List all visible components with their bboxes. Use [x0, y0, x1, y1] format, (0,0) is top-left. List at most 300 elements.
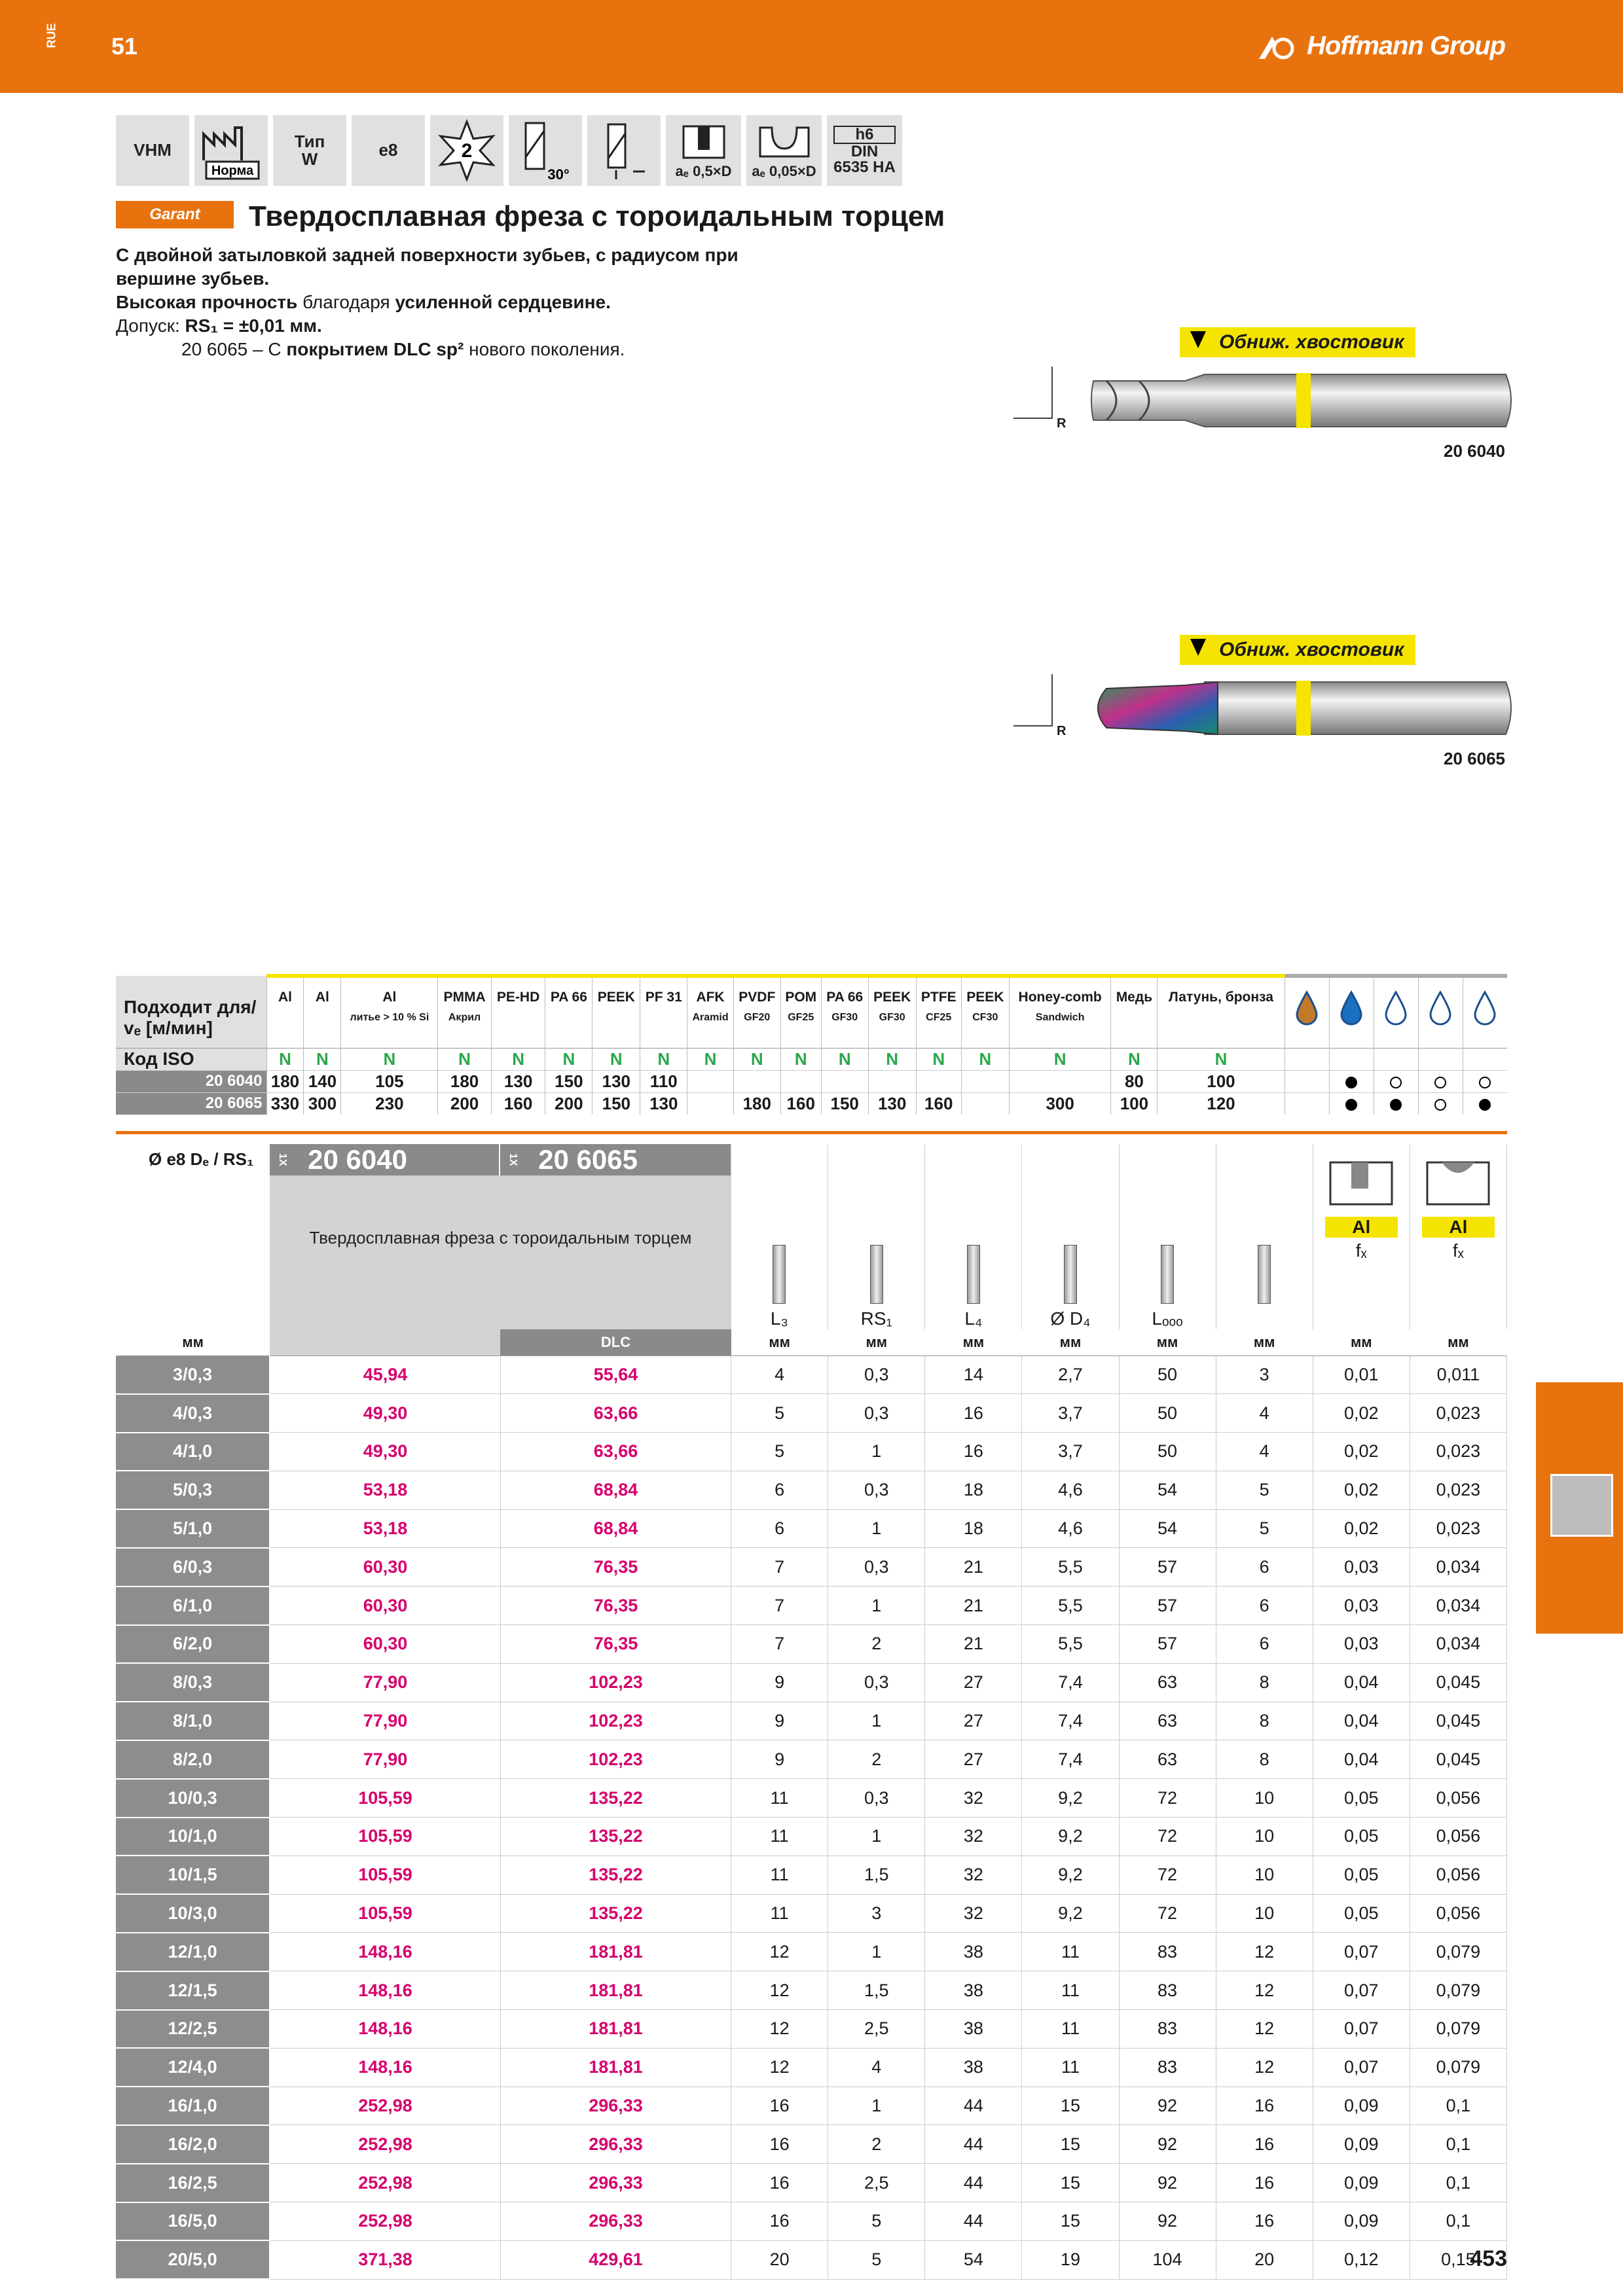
- price-cell[interactable]: 181,81: [500, 1933, 731, 1971]
- material-name: PEEK: [873, 990, 911, 1005]
- value-cell: 0,04: [1313, 1740, 1410, 1779]
- dimension-cell[interactable]: 4/1,0: [116, 1433, 270, 1471]
- price-cell[interactable]: 68,84: [500, 1509, 731, 1548]
- value-cell: 1: [828, 1702, 925, 1740]
- value-cell: 50: [1119, 1355, 1216, 1394]
- table-row[interactable]: [116, 1394, 1507, 1433]
- unit-mm: мм: [731, 1329, 828, 1355]
- table-row[interactable]: [116, 1663, 1507, 1702]
- material-name: PE-HD: [496, 990, 540, 1005]
- total-length-icon: [1161, 1245, 1174, 1304]
- price-cell[interactable]: 102,23: [500, 1740, 731, 1779]
- cutting-speed-value: [961, 1092, 1009, 1115]
- dimension-cell[interactable]: 5/1,0: [116, 1509, 270, 1548]
- material-subtype: CF30: [972, 1012, 998, 1023]
- slot-milling-icon: [1325, 1157, 1397, 1210]
- suitability-dot-icon: [1479, 1077, 1491, 1088]
- value-cell: 0,023: [1410, 1471, 1506, 1509]
- value-cell: 57: [1119, 1548, 1216, 1587]
- table-row[interactable]: [116, 2202, 1507, 2241]
- table-row[interactable]: [116, 1471, 1507, 1509]
- material-column: [916, 976, 961, 1048]
- iso-code: N: [341, 1048, 438, 1070]
- product-code: 20 6040: [1444, 441, 1505, 461]
- value-cell: 16: [731, 2164, 828, 2202]
- price-cell[interactable]: 76,35: [500, 1548, 731, 1587]
- material-vhm-icon: VHM: [116, 115, 189, 186]
- tolerance-e8-icon: e8: [352, 115, 425, 186]
- iso-blank: [1374, 1048, 1418, 1070]
- value-cell: 11: [1022, 2048, 1119, 2087]
- iso-code: N: [780, 1048, 821, 1070]
- value-cell: 19: [1022, 2240, 1119, 2279]
- table-row[interactable]: [116, 1509, 1507, 1548]
- brand-name: Hoffmann Group: [1306, 31, 1505, 60]
- price-cell[interactable]: 296,33: [500, 2087, 731, 2125]
- material-subtype: Aramid: [692, 1012, 729, 1023]
- unit-mm: мм: [116, 1329, 270, 1355]
- material-name: AFK: [696, 990, 725, 1005]
- table-row[interactable]: [116, 1933, 1507, 1971]
- price-cell[interactable]: 45,94: [270, 1355, 500, 1394]
- table-row[interactable]: [116, 2125, 1507, 2164]
- reduced-shank-label: Обниж. хвостовик: [1180, 327, 1415, 357]
- price-cell[interactable]: 77,90: [270, 1663, 500, 1702]
- value-cell: 5,5: [1022, 1587, 1119, 1625]
- dimension-cell[interactable]: 3/0,3: [116, 1355, 270, 1394]
- iso-blank: [1418, 1048, 1463, 1070]
- value-cell: 12: [1216, 2010, 1313, 2049]
- iso-code: N: [304, 1048, 341, 1070]
- value-cell: 1: [828, 1509, 925, 1548]
- price-cell[interactable]: 105,59: [270, 1779, 500, 1818]
- dimension-cell[interactable]: 16/5,0: [116, 2202, 270, 2241]
- price-cell[interactable]: 105,59: [270, 1894, 500, 1933]
- price-cell[interactable]: 60,30: [270, 1625, 500, 1664]
- dimension-cell[interactable]: 8/2,0: [116, 1740, 270, 1779]
- value-cell: 0,1: [1410, 2202, 1506, 2241]
- value-cell: 0,02: [1313, 1471, 1410, 1509]
- value-cell: 72: [1119, 1894, 1216, 1933]
- cutting-speed-value: 180: [438, 1070, 491, 1092]
- product-image-206065: [1008, 628, 1519, 772]
- value-cell: 72: [1119, 1818, 1216, 1856]
- dimension-cell[interactable]: 6/1,0: [116, 1587, 270, 1625]
- value-cell: 0,09: [1313, 2125, 1410, 2164]
- col-d4: Ø D₄: [1022, 1144, 1119, 1329]
- price-cell[interactable]: 68,84: [500, 1471, 731, 1509]
- value-cell: 83: [1119, 1933, 1216, 1971]
- price-cell[interactable]: 135,22: [500, 1856, 731, 1894]
- value-cell: 16: [1216, 2202, 1313, 2241]
- profile-milling-icon: [1422, 1157, 1494, 1210]
- coolant-suitability: [1418, 1092, 1463, 1115]
- price-cell[interactable]: 135,22: [500, 1894, 731, 1933]
- value-cell: 9: [731, 1740, 828, 1779]
- value-cell: 57: [1119, 1587, 1216, 1625]
- dimension-cell[interactable]: 8/0,3: [116, 1663, 270, 1702]
- value-cell: 5: [1216, 1471, 1313, 1509]
- value-cell: 12: [731, 1933, 828, 1971]
- price-cell[interactable]: 53,18: [270, 1509, 500, 1548]
- price-cell[interactable]: 102,23: [500, 1702, 731, 1740]
- cutting-speed-value: 180: [266, 1070, 304, 1092]
- material-name: PVDF: [739, 990, 776, 1005]
- value-cell: 0,056: [1410, 1856, 1506, 1894]
- value-cell: 72: [1119, 1856, 1216, 1894]
- dimension-cell[interactable]: 12/2,5: [116, 2010, 270, 2049]
- value-cell: 38: [925, 2048, 1022, 2087]
- value-cell: 54: [925, 2240, 1022, 2279]
- price-cell[interactable]: 296,33: [500, 2125, 731, 2164]
- price-cell[interactable]: 148,16: [270, 1971, 500, 2010]
- price-cell[interactable]: 60,30: [270, 1548, 500, 1587]
- dimension-cell[interactable]: 16/2,5: [116, 2164, 270, 2202]
- article-code: 20 6040: [116, 1070, 266, 1092]
- value-cell: 63: [1119, 1702, 1216, 1740]
- value-cell: 18: [925, 1509, 1022, 1548]
- dimension-cell[interactable]: 16/1,0: [116, 2087, 270, 2125]
- price-cell[interactable]: 148,16: [270, 1933, 500, 1971]
- value-cell: 0,3: [828, 1355, 925, 1394]
- value-cell: 11: [731, 1856, 828, 1894]
- value-cell: 0,05: [1313, 1779, 1410, 1818]
- price-cell[interactable]: 148,16: [270, 2048, 500, 2087]
- price-cell[interactable]: 252,98: [270, 2164, 500, 2202]
- cutting-speed-value: [916, 1070, 961, 1092]
- material-name: Honey-comb: [1018, 990, 1102, 1005]
- price-cell[interactable]: 55,64: [500, 1355, 731, 1394]
- table-row[interactable]: [116, 1433, 1507, 1471]
- price-cell[interactable]: 77,90: [270, 1702, 500, 1740]
- value-cell: 0,09: [1313, 2087, 1410, 2125]
- value-cell: 0,034: [1410, 1625, 1506, 1664]
- price-cell[interactable]: 53,18: [270, 1471, 500, 1509]
- value-cell: 2,5: [828, 2164, 925, 2202]
- suitability-dot-icon: [1390, 1099, 1402, 1111]
- shank-arrow-icon: [1190, 639, 1206, 656]
- dimension-cell[interactable]: 10/3,0: [116, 1894, 270, 1933]
- value-cell: 16: [925, 1394, 1022, 1433]
- cutting-speed-value: 200: [545, 1092, 593, 1115]
- value-cell: 4: [828, 2048, 925, 2087]
- end-mill-icon: [1087, 361, 1545, 440]
- value-cell: 0,079: [1410, 2010, 1506, 2049]
- blank-cell: [1285, 1092, 1329, 1115]
- dimension-cell[interactable]: 5/0,3: [116, 1471, 270, 1509]
- table-row[interactable]: [116, 1971, 1507, 2010]
- coolant-suitability: [1374, 1092, 1418, 1115]
- dimension-cell[interactable]: 10/1,5: [116, 1856, 270, 1894]
- cutting-speed-value: 140: [304, 1070, 341, 1092]
- value-cell: 1: [828, 1587, 925, 1625]
- table-row[interactable]: [116, 2164, 1507, 2202]
- dimension-cell[interactable]: 12/4,0: [116, 2048, 270, 2087]
- value-cell: 3,7: [1022, 1433, 1119, 1471]
- value-cell: 0,3: [828, 1394, 925, 1433]
- material-subtype: GF20: [744, 1012, 771, 1023]
- iso-code: N: [687, 1048, 734, 1070]
- table-row[interactable]: [116, 1894, 1507, 1933]
- svg-text:30°: 30°: [547, 166, 570, 183]
- value-cell: 0,079: [1410, 1933, 1506, 1971]
- value-cell: 0,3: [828, 1779, 925, 1818]
- price-cell[interactable]: 63,66: [500, 1394, 731, 1433]
- dimension-cell[interactable]: 6/2,0: [116, 1625, 270, 1664]
- price-cell[interactable]: 135,22: [500, 1779, 731, 1818]
- price-cell[interactable]: 181,81: [500, 2010, 731, 2049]
- iso-code: N: [438, 1048, 491, 1070]
- price-cell[interactable]: 77,90: [270, 1740, 500, 1779]
- price-cell[interactable]: 429,61: [500, 2240, 731, 2279]
- value-cell: 92: [1119, 2087, 1216, 2125]
- value-cell: 0,04: [1313, 1663, 1410, 1702]
- table-row[interactable]: [116, 1702, 1507, 1740]
- price-cell[interactable]: 296,33: [500, 2164, 731, 2202]
- emulsion-drop-icon: [1329, 976, 1374, 1048]
- article-table: [116, 1144, 1507, 2280]
- table-row[interactable]: [116, 1740, 1507, 1779]
- material-column: [868, 976, 916, 1048]
- suitability-dot-icon: [1434, 1099, 1446, 1111]
- value-cell: 9,2: [1022, 1779, 1119, 1818]
- material-column: [304, 976, 341, 1048]
- price-cell[interactable]: 76,35: [500, 1587, 731, 1625]
- price-cell[interactable]: 102,23: [500, 1663, 731, 1702]
- language-code: RUE: [45, 23, 58, 48]
- value-cell: 44: [925, 2164, 1022, 2202]
- material-name: PEEK: [966, 990, 1004, 1005]
- price-cell[interactable]: 296,33: [500, 2202, 731, 2241]
- value-cell: 16: [1216, 2087, 1313, 2125]
- value-cell: 32: [925, 1894, 1022, 1933]
- value-cell: 6: [1216, 1587, 1313, 1625]
- section-divider: [116, 1131, 1507, 1134]
- value-cell: 20: [1216, 2240, 1313, 2279]
- value-cell: 0,3: [828, 1471, 925, 1509]
- value-cell: 0,05: [1313, 1856, 1410, 1894]
- diameter-radius-header: Ø e8 Dₑ / RS₁: [116, 1144, 270, 1329]
- value-cell: 4: [731, 1355, 828, 1394]
- dry-no-coolant-icon: [1418, 976, 1463, 1048]
- value-cell: 32: [925, 1779, 1022, 1818]
- table-row[interactable]: [116, 1779, 1507, 1818]
- value-cell: 0,03: [1313, 1548, 1410, 1587]
- material-column: [640, 976, 687, 1048]
- material-column: [1158, 976, 1285, 1048]
- brand-logo[interactable]: [1256, 31, 1505, 61]
- value-cell: 83: [1119, 2010, 1216, 2049]
- col-rs1: RS₁: [828, 1144, 925, 1329]
- helix-angle-icon: [509, 115, 582, 186]
- table-row[interactable]: [116, 1587, 1507, 1625]
- value-cell: 0,05: [1313, 1818, 1410, 1856]
- value-cell: 15: [1022, 2164, 1119, 2202]
- cutting-speed-value: 100: [1111, 1092, 1158, 1115]
- dimension-cell[interactable]: 8/1,0: [116, 1702, 270, 1740]
- cutting-speed-value: 180: [733, 1092, 780, 1115]
- table-row[interactable]: [116, 1856, 1507, 1894]
- unit-mm: мм: [1410, 1329, 1506, 1355]
- iso-blank: [1285, 1048, 1329, 1070]
- value-cell: 2,5: [828, 2010, 925, 2049]
- col-l4: L₄: [925, 1144, 1022, 1329]
- col-fz-profile: Al fₓ: [1410, 1144, 1506, 1329]
- catalog-page-number: 51: [111, 33, 138, 60]
- blank-cell: [1285, 1070, 1329, 1092]
- value-cell: 27: [925, 1663, 1022, 1702]
- value-cell: 7: [731, 1625, 828, 1664]
- cutting-speed-value: 80: [1111, 1070, 1158, 1092]
- feature-icon-row: [116, 115, 902, 186]
- value-cell: 5: [828, 2202, 925, 2241]
- air-blast-icon: [1463, 976, 1507, 1048]
- value-cell: 5,5: [1022, 1548, 1119, 1587]
- value-cell: 4: [1216, 1433, 1313, 1471]
- dimension-cell[interactable]: 20/5,0: [116, 2240, 270, 2279]
- material-name: PA 66: [826, 990, 864, 1005]
- iso-code: N: [593, 1048, 640, 1070]
- table-row[interactable]: [116, 2010, 1507, 2049]
- value-cell: 20: [731, 2240, 828, 2279]
- iso-code: N: [821, 1048, 868, 1070]
- table-row[interactable]: [116, 2240, 1507, 2279]
- page-number: 453: [1470, 2246, 1507, 2271]
- value-cell: 6: [1216, 1548, 1313, 1587]
- value-cell: 7,4: [1022, 1663, 1119, 1702]
- product-code: 20 6065: [1444, 749, 1505, 768]
- price-cell[interactable]: 252,98: [270, 2087, 500, 2125]
- material-name: PA 66: [550, 990, 587, 1005]
- iso-code-label: Код ISO: [116, 1048, 266, 1070]
- value-cell: 0,045: [1410, 1663, 1506, 1702]
- table-row[interactable]: [116, 1818, 1507, 1856]
- value-cell: 5: [828, 2240, 925, 2279]
- iso-code: N: [1111, 1048, 1158, 1070]
- value-cell: 27: [925, 1702, 1022, 1740]
- corner-radius-icon: [1013, 367, 1053, 419]
- iso-code: N: [733, 1048, 780, 1070]
- value-cell: 1: [828, 1433, 925, 1471]
- unit-mm: мм: [1313, 1329, 1410, 1355]
- dimension-cell[interactable]: 16/2,0: [116, 2125, 270, 2164]
- price-cell[interactable]: 181,81: [500, 1971, 731, 2010]
- price-cell[interactable]: 252,98: [270, 2125, 500, 2164]
- value-cell: 2,7: [1022, 1355, 1119, 1394]
- value-cell: 0,1: [1410, 2164, 1506, 2202]
- price-cell[interactable]: 105,59: [270, 1856, 500, 1894]
- dimension-cell[interactable]: 12/1,5: [116, 1971, 270, 2010]
- price-cell[interactable]: 135,22: [500, 1818, 731, 1856]
- article-206065-header[interactable]: 1X 20 6065: [500, 1144, 731, 1175]
- col-fz-slot: Al fₓ: [1313, 1144, 1410, 1329]
- cutting-speed-value: 130: [593, 1070, 640, 1092]
- table-row[interactable]: [116, 2048, 1507, 2087]
- table-row[interactable]: [116, 1625, 1507, 1664]
- hoffmann-logo-icon: [1256, 34, 1295, 60]
- price-cell[interactable]: 63,66: [500, 1433, 731, 1471]
- value-cell: 8: [1216, 1663, 1313, 1702]
- article-code: 20 6065: [116, 1092, 266, 1115]
- value-cell: 12: [1216, 1933, 1313, 1971]
- cutting-speed-value: 105: [341, 1070, 438, 1092]
- radius-rs1-icon: [870, 1245, 883, 1304]
- price-cell[interactable]: 148,16: [270, 2010, 500, 2049]
- price-cell[interactable]: 371,38: [270, 2240, 500, 2279]
- material-column: [491, 976, 545, 1048]
- length-l4-icon: [967, 1245, 980, 1304]
- unit-mm: мм: [1216, 1329, 1313, 1355]
- cutting-speed-value: 300: [304, 1092, 341, 1115]
- dimension-cell[interactable]: 4/0,3: [116, 1394, 270, 1433]
- factory-icon: [200, 121, 263, 180]
- price-cell[interactable]: 252,98: [270, 2202, 500, 2241]
- value-cell: 16: [925, 1433, 1022, 1471]
- table-row[interactable]: [116, 2087, 1507, 2125]
- reduced-shank-label: Обниж. хвостовик: [1180, 635, 1415, 665]
- value-cell: 8: [1216, 1702, 1313, 1740]
- cutting-speed-value: 300: [1009, 1092, 1110, 1115]
- table-row[interactable]: [116, 1548, 1507, 1587]
- value-cell: 1: [828, 2087, 925, 2125]
- value-cell: 0,079: [1410, 1971, 1506, 2010]
- price-cell[interactable]: 60,30: [270, 1587, 500, 1625]
- value-cell: 1: [828, 1933, 925, 1971]
- value-cell: 21: [925, 1625, 1022, 1664]
- article-206040-header[interactable]: 1X 20 6040: [270, 1144, 500, 1175]
- value-cell: 2: [828, 2125, 925, 2164]
- norm-factory-icon: [194, 115, 268, 186]
- cutting-speed-value: [821, 1070, 868, 1092]
- oil-drop-icon: [1285, 976, 1329, 1048]
- value-cell: 50: [1119, 1433, 1216, 1471]
- price-cell[interactable]: 105,59: [270, 1818, 500, 1856]
- material-name: Al: [382, 990, 397, 1005]
- suitability-dot-icon: [1345, 1077, 1357, 1088]
- value-cell: 63: [1119, 1663, 1216, 1702]
- value-cell: 0,02: [1313, 1509, 1410, 1548]
- value-cell: 9,2: [1022, 1818, 1119, 1856]
- material-subtype: Акрил: [448, 1012, 481, 1023]
- value-cell: 0,045: [1410, 1740, 1506, 1779]
- price-cell[interactable]: 49,30: [270, 1394, 500, 1433]
- price-cell[interactable]: 49,30: [270, 1433, 500, 1471]
- value-cell: 0,056: [1410, 1818, 1506, 1856]
- value-cell: 11: [731, 1779, 828, 1818]
- dimension-cell[interactable]: 6/0,3: [116, 1548, 270, 1587]
- table-row[interactable]: [116, 1355, 1507, 1394]
- dimension-cell[interactable]: 10/1,0: [116, 1818, 270, 1856]
- cutting-speed-value: 130: [491, 1070, 545, 1092]
- cutting-speed-value: 330: [266, 1092, 304, 1115]
- value-cell: 0,09: [1313, 2164, 1410, 2202]
- value-cell: 0,09: [1313, 2202, 1410, 2241]
- mql-spray-icon: [1374, 976, 1418, 1048]
- cutting-speed-value: 230: [341, 1092, 438, 1115]
- value-cell: 0,05: [1313, 1894, 1410, 1933]
- price-cell[interactable]: 181,81: [500, 2048, 731, 2087]
- material-column: [545, 976, 593, 1048]
- value-cell: 10: [1216, 1894, 1313, 1933]
- value-cell: 9: [731, 1663, 828, 1702]
- cutting-speed-value: 150: [593, 1092, 640, 1115]
- dimension-cell[interactable]: 10/0,3: [116, 1779, 270, 1818]
- value-cell: 54: [1119, 1471, 1216, 1509]
- suitability-dot-icon: [1390, 1077, 1402, 1088]
- value-cell: 12: [1216, 2048, 1313, 2087]
- dimension-cell[interactable]: 12/1,0: [116, 1933, 270, 1971]
- price-cell[interactable]: 76,35: [500, 1625, 731, 1664]
